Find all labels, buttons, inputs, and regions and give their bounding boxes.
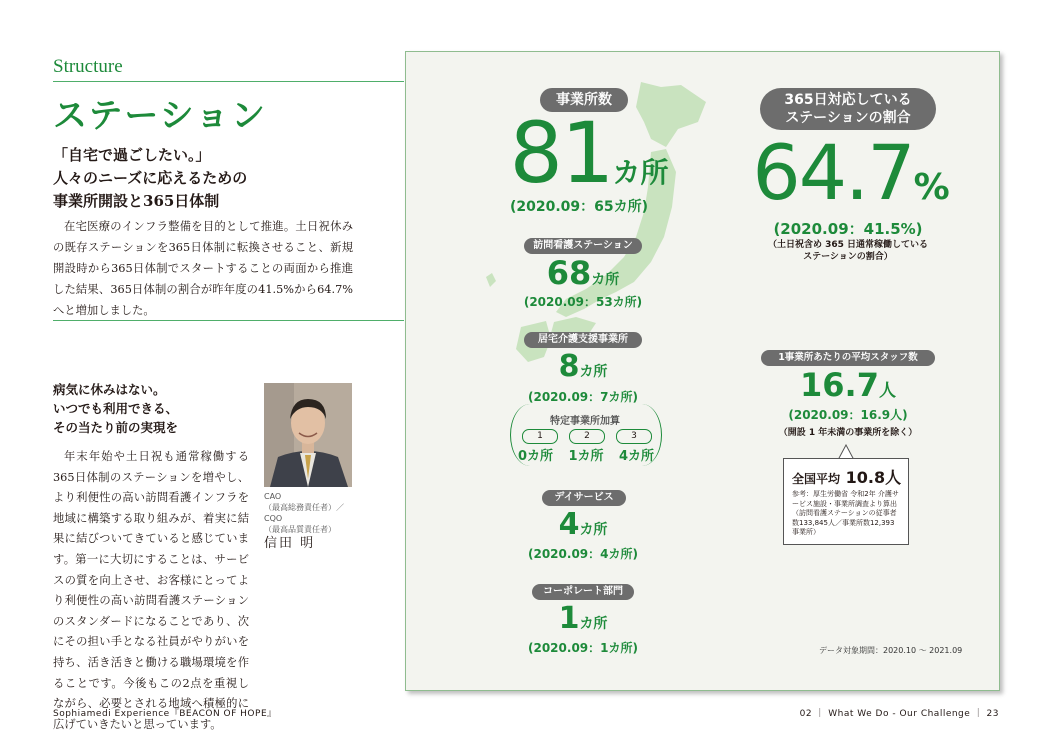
day-unit: カ所 — [579, 522, 608, 538]
lead-heading — [53, 144, 383, 213]
ratio-value: 64.7 — [752, 128, 914, 217]
nursing-prev: (2020.09：53カ所) — [523, 295, 643, 309]
interview-heading-line-3: その当たり前の実現を — [53, 420, 179, 435]
day-prev: (2020.09：4カ所) — [528, 547, 638, 561]
footer-right: 02 ｜ What We Do - Our Challenge ｜ 23 — [799, 709, 999, 719]
role-line-4: （最高品質責任者） — [264, 525, 336, 534]
day-value-group — [516, 507, 650, 542]
corporate-unit: カ所 — [579, 616, 608, 632]
lead-line-3: 事業所開設と365日体制 — [53, 192, 220, 210]
footer-left: Sophiamedi Experience『BEACON OF HOPE』 — [53, 709, 277, 719]
care-value-group — [516, 349, 650, 384]
staff-value: 16.7 — [800, 366, 879, 404]
role-line-2: （最高総務責任者）／ — [264, 503, 344, 512]
special-tag-3: 3 — [616, 429, 652, 444]
ratio-unit: % — [913, 167, 950, 208]
nursing-unit: カ所 — [591, 272, 620, 288]
lead-line-2: 人々のニーズに応えるための — [53, 169, 248, 187]
staff-label: 1事業所あたりの平均スタッフ数 — [761, 350, 935, 366]
nursing-value-group — [516, 254, 650, 292]
data-period: データ対象期間：2020.10 ～ 2021.09 — [819, 646, 963, 655]
national-note: 参考：厚生労働省 令和2年 介護サービス施設・事業所調査より算出（訪問看護ステーションの従事者数133,845人／事業所数12,393事業所） — [792, 490, 899, 536]
staff-unit: 人 — [878, 381, 896, 401]
special-value-2: 1カ所 — [568, 449, 604, 464]
corporate-prev: (2020.09：1カ所) — [528, 641, 638, 655]
interview-body: 年末年始や土日祝も通常稼働する365日体制のステーションを増やし、より利便性の高い訪問看護インフラを地域に構築する取り組みが、着実に結果に結びついてきていると感じています。第一に大切にすることは、サービスの質を向上させ、お客様にとってより利便性の高い訪問看護ステーションのスタンダードになることであり、次にその担い手となる社員がやりがいを持ち、活き活きと働ける職場環境を作ることです。今後もこの2点を重視しながら、必要とされる地域へ積極的に広げていきたいと思っています。 — [53, 450, 249, 731]
person-name: 信田 明 — [264, 536, 316, 551]
interview-heading-line-2: いつでも利用できる、 — [53, 401, 179, 416]
care-unit: カ所 — [579, 364, 608, 380]
national-title: 全国平均 — [792, 472, 841, 486]
ratio-note — [748, 239, 948, 263]
day-value: 4 — [558, 507, 580, 542]
section-label: Structure — [53, 56, 123, 77]
staff-note: （開設 1 年未満の事業所を除く） — [778, 428, 918, 438]
nursing-label: 訪問看護ステーション — [524, 238, 642, 254]
special-value-3: 4カ所 — [618, 449, 654, 464]
corporate-value: 1 — [558, 601, 580, 636]
ratio-prev: (2020.09：41.5%) — [773, 220, 923, 238]
special-values — [518, 445, 654, 464]
offices-value: 81 — [509, 104, 613, 202]
offices-label: 事業所数 — [540, 88, 628, 112]
lead-line-1: 「自宅で過ごしたい。」 — [53, 146, 211, 164]
ratio-value-group — [736, 128, 966, 217]
offices-prev: (2020.09：65カ所) — [509, 199, 649, 215]
ratio-note-line-2: ステーションの割合） — [803, 252, 893, 262]
stats-panel — [405, 51, 1000, 691]
person-roles — [264, 491, 344, 535]
interview-heading — [53, 380, 253, 437]
intro-paragraph: 在宅医療のインフラ整備を目的として推進。土日祝休みの既存ステーションを365日体制に転換させること、新規開設時から365日体制でスタートすることの両面から推進した結果、365日体制の割合が昨年度の41.5%から64.7%へと増加しました。 — [53, 220, 353, 317]
nursing-value: 68 — [546, 254, 592, 292]
national-heading — [792, 465, 900, 488]
role-line-3: CQO — [264, 514, 283, 523]
ratio-label-line-1: 365日対応している — [784, 92, 912, 108]
national-value: 10.8人 — [845, 468, 902, 487]
care-prev: (2020.09：7カ所) — [528, 390, 638, 404]
corporate-label: コーポレート部門 — [532, 584, 634, 600]
ratio-label-line-2: ステーションの割合 — [785, 110, 911, 126]
special-tag-2: 2 — [569, 429, 605, 444]
national-average-box — [783, 458, 909, 545]
special-value-1: 0カ所 — [518, 449, 554, 464]
offices-unit: カ所 — [612, 156, 669, 189]
person-photo — [264, 383, 352, 487]
special-tags — [522, 429, 652, 444]
ratio-note-line-1: （土日祝含め 365 日通常稼働している — [767, 240, 929, 250]
role-line-1: CAO — [264, 492, 282, 501]
day-label: デイサービス — [542, 490, 626, 506]
care-label: 居宅介護支援事業所 — [524, 332, 642, 348]
page-title: ステーション — [53, 96, 267, 136]
staff-prev: (2020.09：16.9人) — [788, 408, 908, 422]
ratio-label — [760, 88, 936, 130]
corporate-value-group — [516, 601, 650, 636]
intro-rule — [53, 320, 404, 321]
person-portrait-icon — [264, 383, 352, 487]
interview-heading-line-1: 病気に休みはない。 — [53, 382, 166, 397]
staff-value-group — [768, 366, 928, 404]
section-rule — [53, 81, 404, 82]
offices-value-group — [504, 104, 674, 202]
special-tag-1: 1 — [522, 429, 558, 444]
special-label: 特定事業所加算 — [550, 416, 620, 427]
care-value: 8 — [558, 349, 580, 384]
